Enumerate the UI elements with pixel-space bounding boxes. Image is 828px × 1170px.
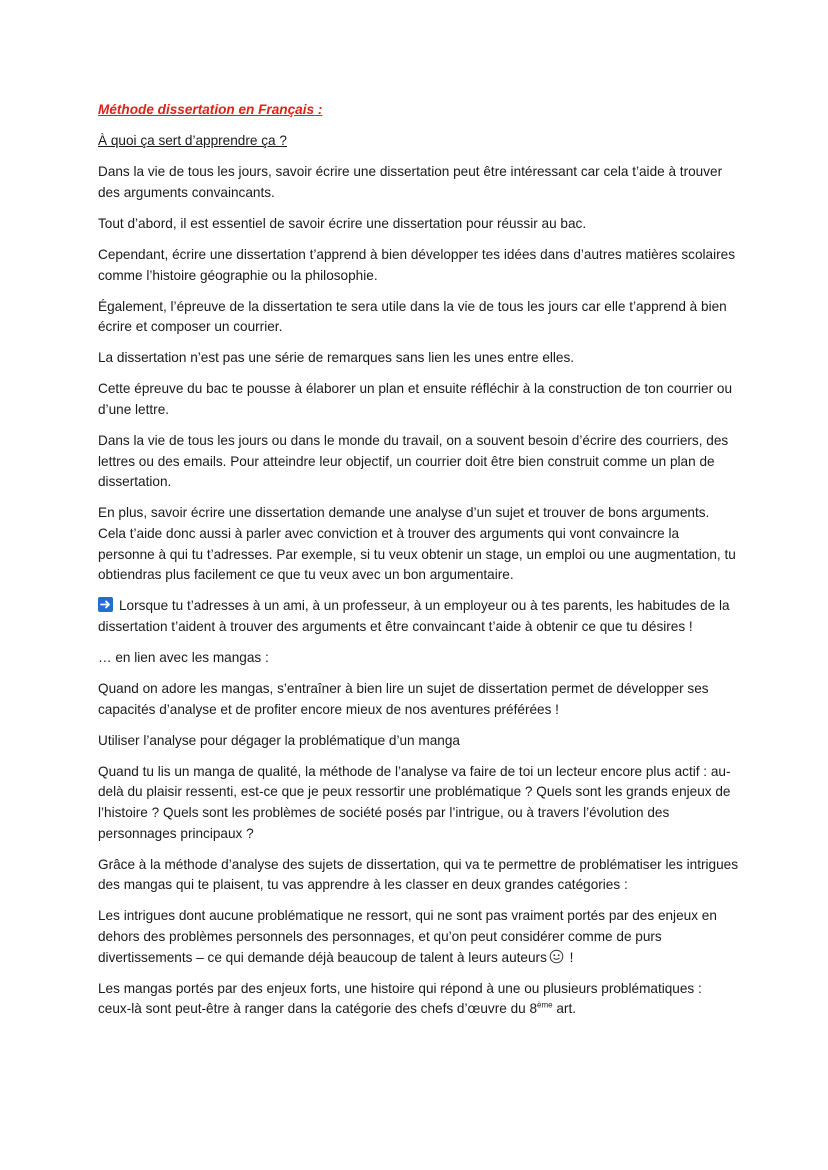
smile-paragraph-text: Les intrigues dont aucune problématique ne ressort, qui ne sont pas vraiment portés par des enjeux en dehors des problèmes personnels des personnages, et qu’on peut considérer comme de purs divertissements – ce qui demande déjà beaucoup de talent à leurs auteurs [98,908,717,965]
arrow-paragraph-text: Lorsque tu t’adresses à un ami, à un professeur, à un employeur ou à tes parents, les habitudes de la dissertation t’aident à trouver des arguments et être convaincant t’aide à obtenir ce que tu désires ! [98,598,730,634]
paragraph: Dans la vie de tous les jours ou dans le monde du travail, on a souvent besoin d’écrire des courriers, des lettres ou des emails. Pour atteindre leur objectif, un courrier doit être bien construit comme un plan de dissertation. [98,433,729,490]
paragraph: La dissertation n’est pas une série de remarques sans lien les unes entre elles. [98,350,575,366]
paragraph: Dans la vie de tous les jours, savoir écrire une dissertation peut être intéressant car cela t’aide à trouver des arguments convaincants. [98,164,723,200]
paragraph: Également, l’épreuve de la dissertation te sera utile dans la vie de tous les jours car elle t’apprend à bien écrire et composer un courrier. [98,298,727,335]
paragraph: Grâce à la méthode d’analyse des sujets de dissertation, qui va te permettre de problématiser les intrigues des mangas qui te plaisent, tu vas apprendre à les classer en deux grandes catégories : [98,856,739,893]
paragraph: Quand on adore les mangas, s’entraîner à bien lire un sujet de dissertation permet de développer ses capacités d’analyse et de profiter encore mieux de nos aventures préférées ! [98,681,709,717]
last-paragraph-end: art. [552,1001,577,1017]
paragraph: Utiliser l’analyse pour dégager la problématique d’un manga [98,732,460,748]
last-paragraph [98,979,738,1020]
smile-paragraph-end: ! [565,949,574,965]
ordinal-superscript: ème [537,1000,553,1010]
smile-paragraph [98,906,738,968]
document-subtitle: À quoi ça sert d’apprendre ça ? [98,133,287,149]
document-title: Méthode dissertation en Français : [98,102,323,117]
paragraph: … en lien avec les mangas : [98,649,269,665]
arrow-paragraph [98,596,738,637]
arrow-right-icon [98,597,113,612]
paragraph: Cependant, écrire une dissertation t’apprend à bien développer tes idées dans d’autres matières scolaires comme l’histoire géographie ou la philosophie. [98,246,736,283]
document-body [98,100,738,1030]
smile-icon [549,949,564,964]
paragraph: Cette épreuve du bac te pousse à élaborer un plan et ensuite réfléchir à la construction de ton courrier ou d’une lettre. [98,381,733,418]
last-paragraph-text: Les mangas portés par des enjeux forts, une histoire qui répond à une ou plusieurs problématiques : ceux-là sont peut-être à ranger dans la catégorie des chefs d’œuvre du 8 [98,980,702,1017]
paragraph: Quand tu lis un manga de qualité, la méthode de l’analyse va faire de toi un lecteur encore plus actif : au-delà du plaisir ressenti, est-ce que je peux ressortir une problématique ? Quels sont les grands enjeux de l’histoire ? Quels sont les problèmes de société posés par l’intrigue, ou à travers l’évolution des personnages principaux ? [98,763,731,841]
paragraph: Tout d’abord, il est essentiel de savoir écrire une dissertation pour réussir au bac. [98,215,587,231]
paragraph: En plus, savoir écrire une dissertation demande une analyse d’un sujet et trouver de bons arguments. Cela t’aide donc aussi à parler avec conviction et à trouver des arguments qui vont convaincre la personne à qui tu t’adresses. Par exemple, si tu veux obtenir un stage, un emploi ou une augmentation, tu obtiendras plus facilement ce que tu veux avec un bon argumentaire. [98,505,736,583]
